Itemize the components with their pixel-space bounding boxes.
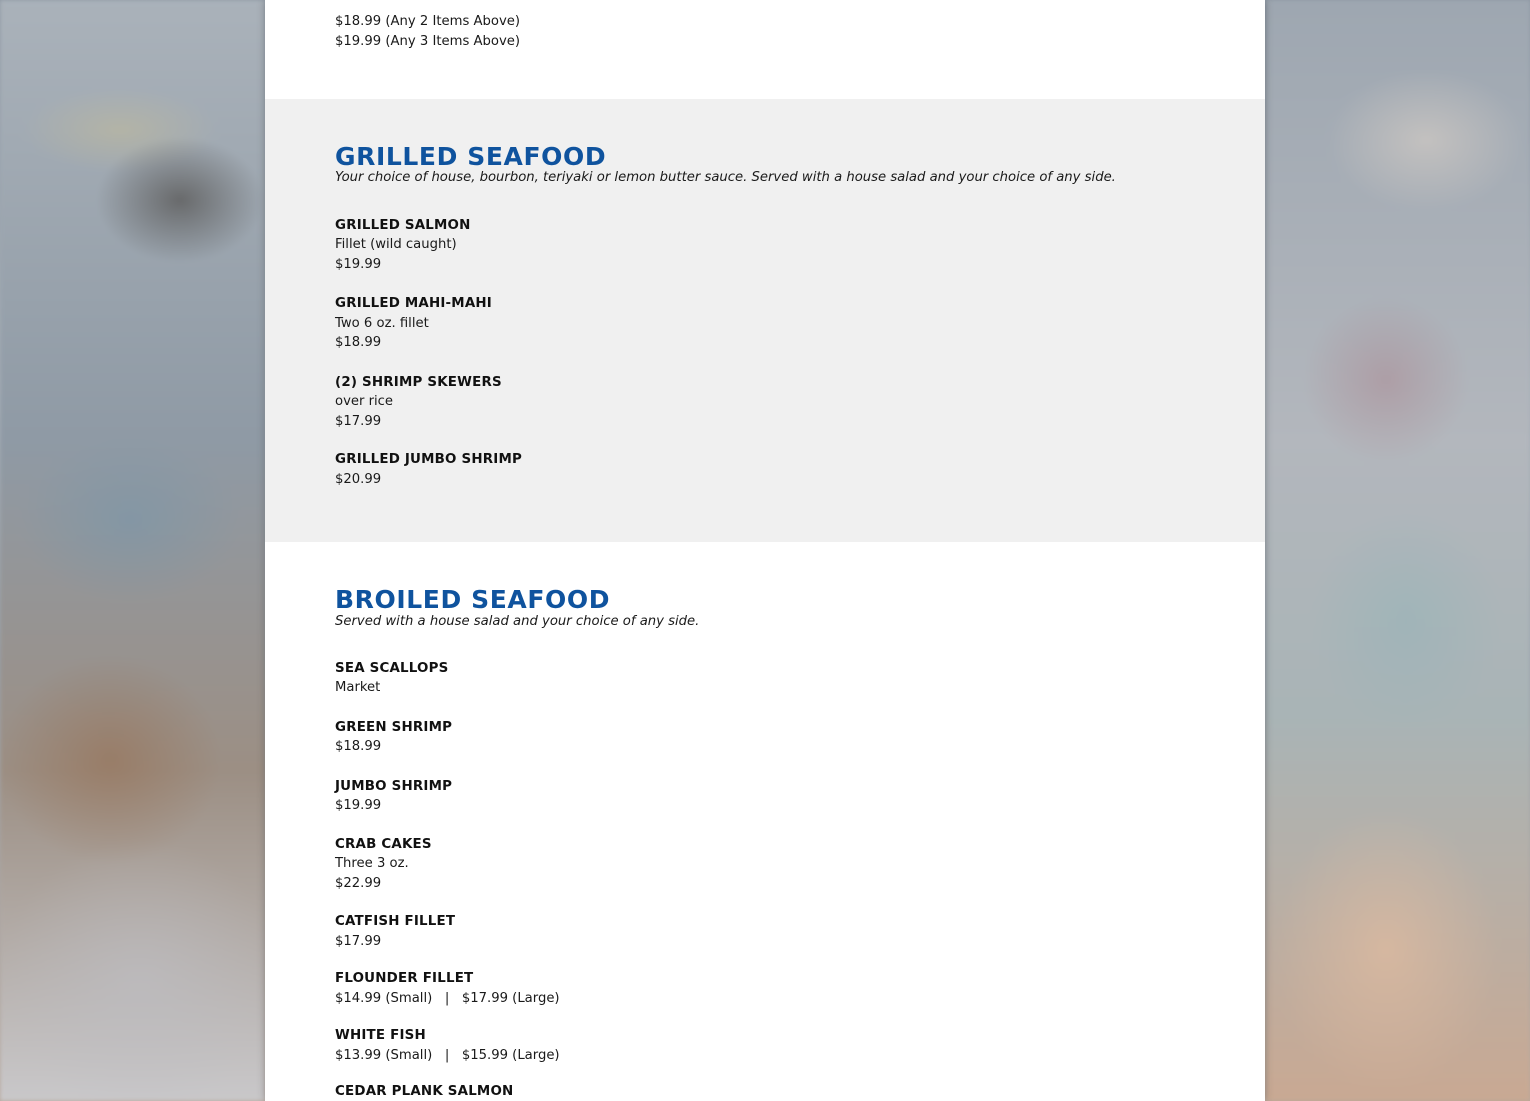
- item-name: GRILLED MAHI-MAHI: [335, 296, 492, 311]
- menu-item-crab-cakes: [335, 835, 1205, 894]
- combo-price-2: $18.99 (Any 2 Items Above): [335, 14, 521, 29]
- section-title: GRILLED SEAFOOD: [335, 142, 607, 171]
- item-price: $14.99 (Small) | $17.99 (Large): [335, 990, 560, 1006]
- menu-item-jumbo-shrimp: [335, 777, 1205, 816]
- background-left-blur: [0, 0, 266, 1101]
- menu-item-grilled-jumbo-shrimp: [335, 450, 1205, 489]
- item-price: $19.99: [335, 798, 382, 813]
- item-name: (2) SHRIMP SKEWERS: [335, 374, 502, 390]
- item-name: WHITE FISH: [335, 1028, 426, 1043]
- item-price: $13.99 (Small) | $15.99 (Large): [335, 1047, 560, 1063]
- menu-item-green-shrimp: [335, 718, 1205, 757]
- item-price: $20.99: [335, 471, 382, 487]
- menu-item-grilled-salmon: [335, 216, 1205, 275]
- item-name: SEA SCALLOPS: [335, 660, 449, 676]
- item-detail: Two 6 oz. fillet: [335, 315, 429, 331]
- item-detail: over rice: [335, 394, 394, 409]
- menu-item-shrimp-skewers: [335, 373, 1205, 432]
- item-price: $18.99: [335, 335, 382, 350]
- background-right-blur: [1266, 0, 1530, 1101]
- item-name: FLOUNDER FILLET: [335, 971, 474, 986]
- item-price: $17.99: [335, 413, 382, 429]
- broiled-seafood-section: [265, 542, 1265, 1101]
- item-price: $19.99: [335, 256, 382, 272]
- item-detail: Three 3 oz.: [335, 856, 409, 871]
- menu-item-sea-scallops: [335, 659, 1205, 698]
- combo-section: [265, 0, 1265, 99]
- menu-item-catfish-fillet: [335, 912, 1205, 951]
- item-name: GRILLED JUMBO SHRIMP: [335, 452, 522, 467]
- item-name: GRILLED SALMON: [335, 217, 471, 233]
- menu-item-white-fish: [335, 1026, 1205, 1065]
- item-name: GREEN SHRIMP: [335, 719, 453, 735]
- menu-content-panel: [265, 0, 1265, 1101]
- menu-item-cedar-plank-salmon: [335, 1082, 1205, 1101]
- section-title: BROILED SEAFOOD: [335, 585, 611, 614]
- item-name: CATFISH FILLET: [335, 914, 456, 929]
- menu-item-grilled-mahi-mahi: [335, 294, 1205, 353]
- item-name: CEDAR PLANK SALMON: [335, 1084, 514, 1099]
- item-price: Market: [335, 680, 381, 695]
- section-description: Your choice of house, bourbon, teriyaki or lemon butter sauce. Served with a house salad and your choice of any side.: [335, 170, 1116, 185]
- grilled-seafood-section: [265, 99, 1265, 542]
- item-price: $18.99: [335, 739, 382, 754]
- item-price: $17.99: [335, 933, 382, 949]
- item-price: $22.99: [335, 875, 382, 891]
- item-name: CRAB CAKES: [335, 836, 432, 852]
- menu-item-flounder-fillet: [335, 969, 1205, 1008]
- item-name: JUMBO SHRIMP: [335, 778, 453, 794]
- combo-price-3: $19.99 (Any 3 Items Above): [335, 34, 521, 49]
- item-detail: Fillet (wild caught): [335, 237, 457, 252]
- section-description: Served with a house salad and your choice of any side.: [335, 614, 700, 629]
